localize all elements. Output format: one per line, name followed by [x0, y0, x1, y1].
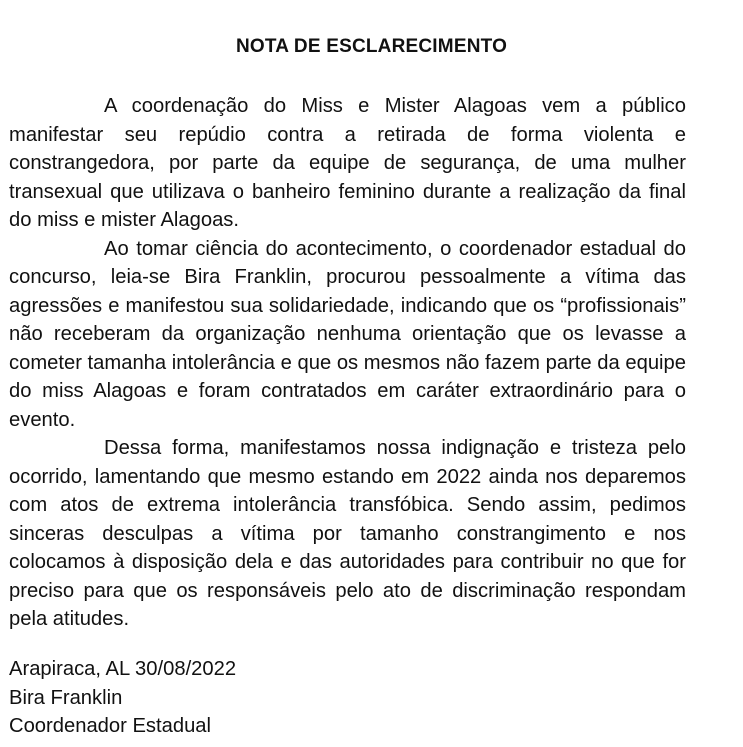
place-date: Arapiraca, AL 30/08/2022	[9, 658, 237, 680]
signature-block	[9, 655, 609, 741]
document-body	[9, 92, 686, 634]
signer-role: Coordenador Estadual	[9, 715, 212, 737]
signer-name: Bira Franklin	[9, 686, 123, 709]
document-title: NOTA DE ESCLARECIMENTO	[235, 36, 508, 57]
paragraph-2: Ao tomar ciência do acontecimento, o coordenador estadual do concurso, leia-se Bira Franklin, procurou pessoalmente a vítima das agressões e manifestou sua solidariedade, indicando que os “profissionais” não receberam da organização nenhuma orientação que os levasse a cometer tamanha intolerância e que os mesmos não fazem parte da equipe do miss Alagoas e foram contratados em caráter extraordinário para o evento.	[9, 237, 686, 431]
paragraph-3: Dessa forma, manifestamos nossa indignação e tristeza pelo ocorrido, lamentando que mesmo estando em 2022 ainda nos deparemos com atos de extrema intolerância transfóbica. Sendo assim, pedimos sinceras desculpas a vítima por tamanho constrangimento e nos colocamos à disposição dela e das autoridades para contribuir no que for preciso para que os responsáveis pelo ato de discriminação respondam pela atitudes.	[9, 437, 686, 630]
paragraph-1: A coordenação do Miss e Mister Alagoas vem a público manifestar seu repúdio contra a retirada de forma violenta e constrangedora, por parte da equipe de segurança, de uma mulher transexual que utilizava o banheiro feminino durante a realização da final do miss e mister Alagoas.	[9, 95, 686, 231]
